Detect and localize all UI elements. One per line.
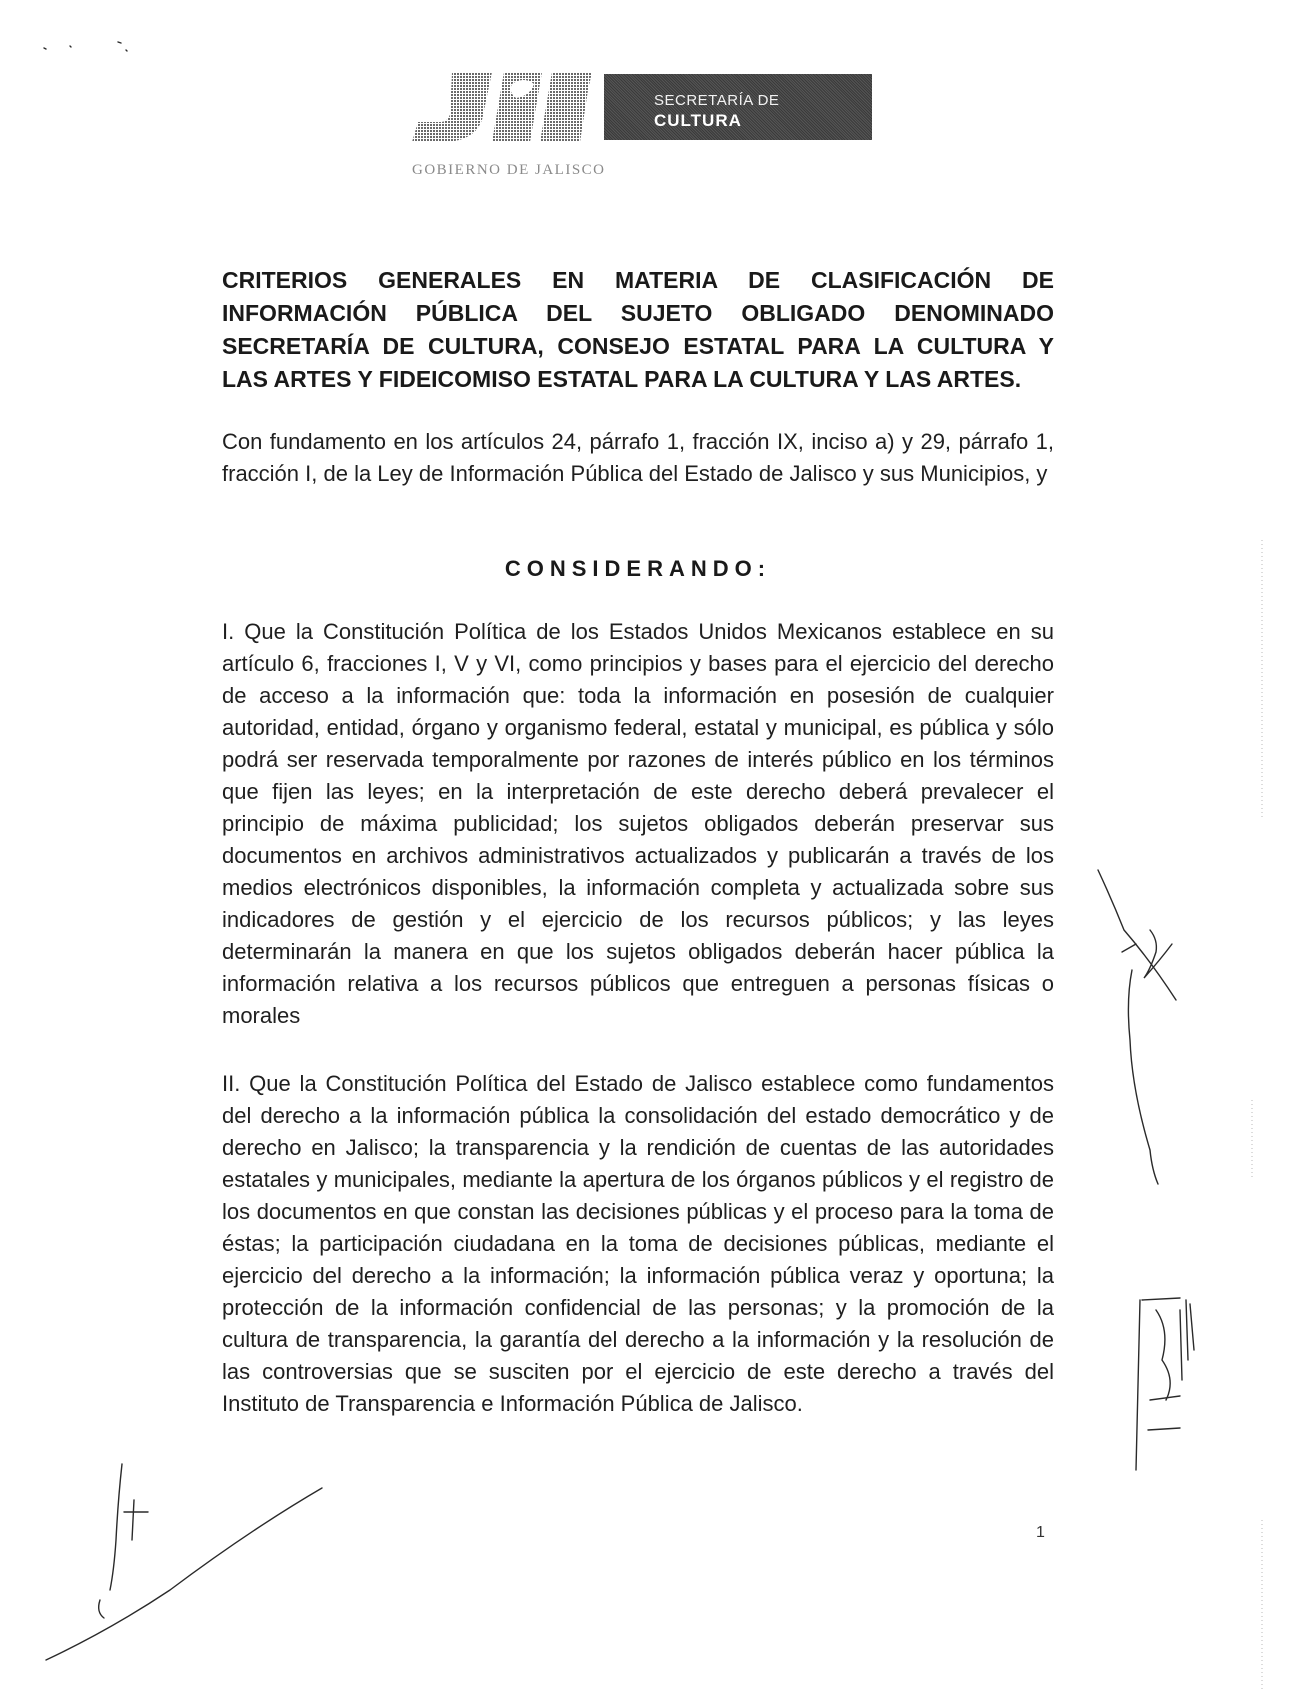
logo-text-line2: CULTURA xyxy=(654,111,742,130)
signature-mark xyxy=(1128,970,1158,1184)
paragraph-i: I. Que la Constitución Política de los Estados Unidos Mexicanos establece en su artículo 6, fracciones I, V y VI, como principios y bases para el ejercicio del derecho de acceso a la información que: toda la información en posesión de cualquier autoridad, entidad, órgano y organismo federal, estatal y municipal, es pública y sólo podrá ser reservada temporalmente por razones de interés público en los términos que fijen las leyes; en la interpretación de este derecho deberá prevalecer el principio de máxima publicidad; los sujetos obligados deberán preservar sus documentos en archivos administrativos actualizados y publicarán a través de los medios electrónicos disponibles, la información completa y actualizada sobre sus indicadores de gestión y el ejercicio de los recursos públicos; y las leyes determinarán la manera en que los sujetos obligados deberán hacer pública la información relativa a los recursos públicos que entreguen a personas físicas o morales xyxy=(222,619,1054,1028)
logo-text-line1: SECRETARÍA DE xyxy=(654,92,780,109)
jalisco-emblem-icon xyxy=(412,70,612,150)
signature-mark xyxy=(99,1600,104,1618)
initials-mark xyxy=(1136,1298,1194,1470)
title-line: INFORMACIÓN PÚBLICA DEL SUJETO OBLIGADO DENOMINADO xyxy=(222,300,1054,326)
signature-mark xyxy=(1098,870,1176,1000)
signature-mark xyxy=(124,1500,148,1540)
signature-mark xyxy=(1144,930,1172,978)
signature-mark xyxy=(1122,944,1136,952)
scan-speck xyxy=(44,42,127,51)
logo-panel xyxy=(604,74,872,140)
logo-subtitle: GOBIERNO DE JALISCO xyxy=(412,162,606,178)
signature-mark xyxy=(110,1464,122,1590)
paragraph-ii: II. Que la Constitución Política del Estado de Jalisco establece como fundamentos del derecho a la información pública la consolidación del estado democrático y de derecho en Jalisco; la transparencia y la rendición de cuentas de las autoridades estatales y municipales, mediante la apertura de los órganos públicos y el registro de los documentos en que constan las decisiones públicas y el proceso para la toma de éstas; la participación ciudadana en la toma de decisiones públicas, mediante el ejercicio del derecho a la información; la información pública veraz y oportuna; la protección de la información confidencial de las personas; y la promoción de la cultura de transparencia, la garantía del derecho a la información y la resolución de las controversias que se susciten por el ejercicio de este derecho a través del Instituto de Transparencia e Información Pública de Jalisco. xyxy=(222,1071,1054,1416)
signature-mark xyxy=(46,1488,322,1660)
intro-paragraph: Con fundamento en los artículos 24, párrafo 1, fracción IX, inciso a) y 29, párrafo 1, fracción I, de la Ley de Información Pública del Estado de Jalisco y sus Municipios, y xyxy=(222,429,1054,486)
title-line: LAS ARTES Y FIDEICOMISO ESTATAL PARA LA CULTURA Y LAS ARTES. xyxy=(222,366,1022,392)
document-title xyxy=(222,264,1054,396)
page-number: 1 xyxy=(1036,1524,1045,1541)
letterhead-logo xyxy=(412,70,872,180)
title-line: SECRETARÍA DE CULTURA, CONSEJO ESTATAL PARA LA CULTURA Y xyxy=(222,333,1054,359)
title-line: CRITERIOS GENERALES EN MATERIA DE CLASIFICACIÓN DE xyxy=(222,267,1054,293)
section-heading: CONSIDERANDO: xyxy=(504,556,772,581)
